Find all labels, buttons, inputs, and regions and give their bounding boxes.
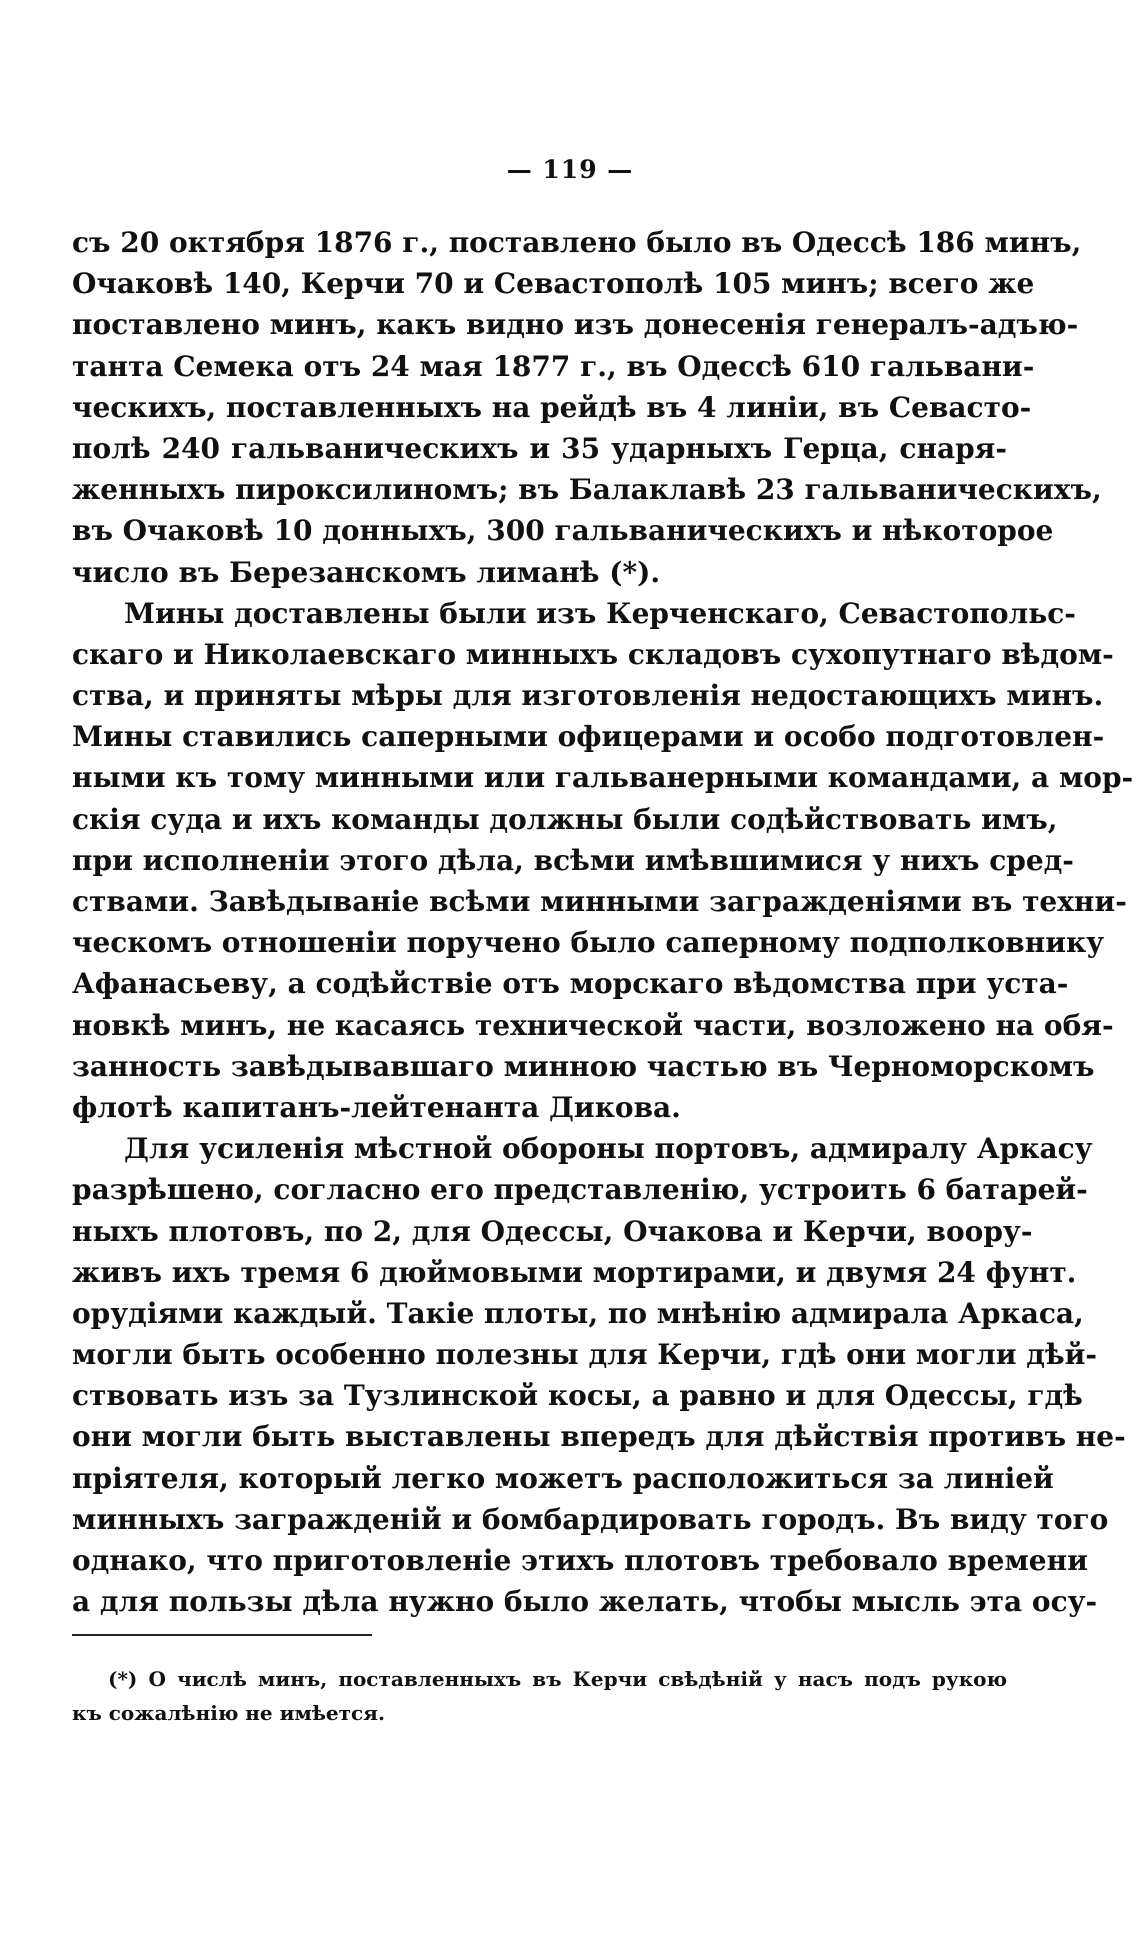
text-line: съ 20 октября 1876 г., поставлено было въ Одессѣ 186 минъ, [72, 226, 1082, 259]
text-line: новкѣ минъ, не касаясь технической части, возложено на обя- [72, 1008, 1114, 1042]
text-line: Для усиленія мѣстной обороны портовъ, адмиралу Аркасу [124, 1132, 1093, 1166]
text-line: разрѣшено, согласно его представленію, устроить 6 батарей- [72, 1173, 1088, 1207]
footnote [72, 1662, 1007, 1730]
main-text [72, 222, 1134, 1622]
text-line: поставлено минъ, какъ видно изъ донесенія генералъ-адъю- [72, 308, 1079, 342]
text-line: минныхъ загражденій и бомбардировать городъ. Въ виду того [72, 1502, 1109, 1536]
text-line: флотѣ капитанъ-лейтенанта Дикова. [72, 1090, 681, 1124]
text-line: они могли быть выставлены впередъ для дѣйствія противъ не- [72, 1420, 1126, 1454]
text-line: ствами. Завѣдываніе всѣми минными загражденіями въ техни- [72, 885, 1127, 918]
text-line: Мины ставились саперными офицерами и особо подготовлен- [72, 720, 1105, 754]
paragraph [72, 593, 1134, 1128]
text-line: полѣ 240 гальваническихъ и 35 ударныхъ Герца, снаря- [72, 431, 1007, 465]
text-line: могли быть особенно полезны для Керчи, гдѣ они могли дѣй- [72, 1338, 1098, 1372]
text-line: число въ Березанскомъ лиманѣ (*). [72, 555, 661, 589]
text-line: скаго и Николаевскаго минныхъ складовъ сухопутнаго вѣдом- [72, 637, 1114, 671]
text-line: орудіями каждый. Такіе плоты, по мнѣнію адмирала Аркаса, [72, 1296, 1084, 1330]
text-line: Мины доставлены были изъ Керченскаго, Севастопольс- [124, 596, 1076, 630]
text-line: танта Семека отъ 24 мая 1877 г., въ Одессѣ 610 гальвани- [72, 349, 1035, 383]
page-number: — 119 — [506, 155, 634, 184]
text-line: ческомъ отношеніи поручено было саперному подполковнику [72, 926, 1105, 960]
footnote-divider [72, 1634, 372, 1636]
paragraph [72, 1128, 1126, 1622]
text-line: а для пользы дѣла нужно было желать, чтобы мысль эта осу- [72, 1585, 1098, 1619]
text-line: живъ ихъ тремя 6 дюймовыми мортирами, и двумя 24 фунт. [72, 1255, 1077, 1289]
text-line: ными къ тому минными или гальванерными командами, а мор- [72, 761, 1134, 795]
text-line: занность завѣдывавшаго минною частью въ Черноморскомъ [72, 1049, 1095, 1083]
text-line: ческихъ, поставленныхъ на рейдѣ въ 4 линіи, въ Севасто- [72, 390, 1032, 424]
text-line: въ Очаковѣ 10 донныхъ, 300 гальваническихъ и нѣкоторое [72, 514, 1054, 548]
paragraph [72, 222, 1102, 593]
text-line: Очаковѣ 140, Керчи 70 и Севастополѣ 105 минъ; всего же [72, 267, 1035, 301]
footnote-line: (*) О числѣ минъ, поставленныхъ въ Керчи свѣдѣній у насъ подъ рукою [108, 1667, 1007, 1691]
text-line: скія суда и ихъ команды должны были содѣйствовать имъ, [72, 802, 1058, 836]
text-line: ства, и приняты мѣры для изготовленія недостающихъ минъ. [72, 679, 1104, 713]
footnote-line: къ сожалѣнію не имѣется. [72, 1701, 385, 1725]
text-line: женныхъ пироксилиномъ; въ Балаклавѣ 23 гальваническихъ, [72, 473, 1102, 507]
text-line: пріятеля, который легко можетъ расположиться за линіей [72, 1461, 1054, 1495]
text-line: Афанасьеву, а содѣйствіе отъ морскаго вѣдомства при уста- [72, 967, 1069, 1001]
text-line: ныхъ плотовъ, по 2, для Одессы, Очакова и Керчи, воору- [72, 1214, 1033, 1248]
text-line: при исполненіи этого дѣла, всѣми имѣвшимися у нихъ сред- [72, 843, 1074, 877]
text-line: однако, что приготовленіе этихъ плотовъ требовало времени [72, 1544, 1088, 1577]
text-line: ствовать изъ за Тузлинской косы, а равно и для Одессы, гдѣ [72, 1379, 1083, 1413]
